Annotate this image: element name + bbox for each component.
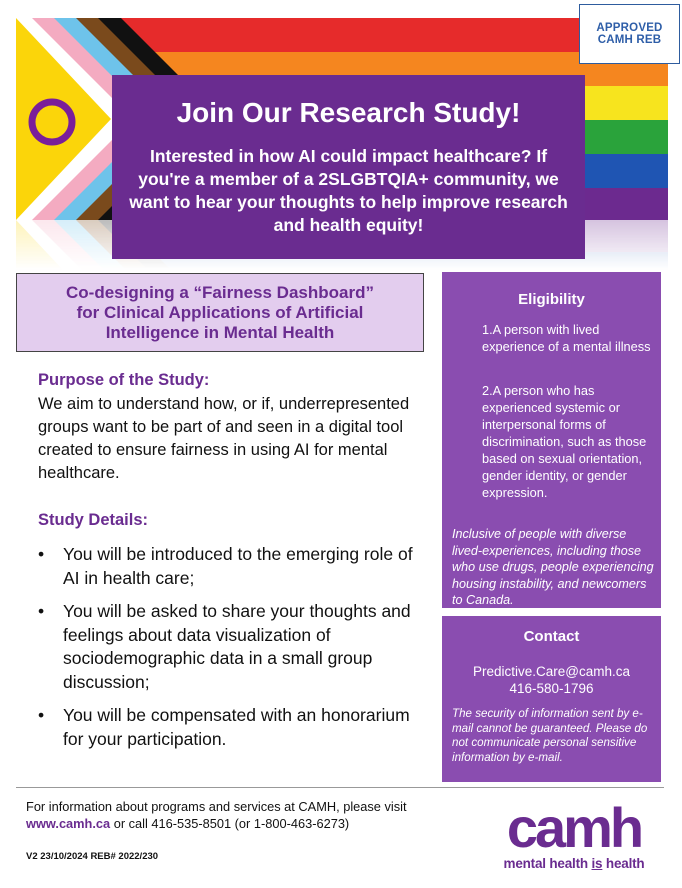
study-details-list bbox=[38, 543, 413, 761]
hero-body: Interested in how AI could impact healthcare? If you're a member of a 2SLGBTQIA+ community, we want to hear your thoughts to help improve research and health equity! bbox=[129, 146, 568, 235]
eligibility-title: Eligibility bbox=[518, 291, 585, 308]
tagline-underlined: is bbox=[591, 856, 603, 871]
camh-wordmark: camh bbox=[506, 796, 642, 859]
footer-info bbox=[26, 798, 426, 832]
tagline-part-2: health bbox=[602, 856, 645, 871]
badge-line-2: CAMH REB bbox=[597, 34, 662, 46]
bullet-icon: • bbox=[38, 601, 45, 621]
tagline-part-1: mental health bbox=[503, 856, 592, 871]
list-item bbox=[38, 543, 413, 590]
eligibility-panel bbox=[442, 272, 661, 608]
footer-info-text-2: or call 416-535-8501 (or 1-800-463-6273) bbox=[110, 816, 350, 831]
contact-title: Contact bbox=[523, 628, 580, 645]
version-line: V2 23/10/2024 REB# 2022/230 bbox=[26, 851, 159, 862]
eligibility-item: 1.A person with lived experience of a mental illness bbox=[482, 322, 651, 354]
eligibility-item: 2.A person who has experienced systemic or interpersonal forms of discrimination, such as those based on sexual orientation, gender identity, or gender expression. bbox=[482, 383, 647, 500]
bullet-icon: • bbox=[38, 544, 45, 564]
list-item bbox=[38, 704, 413, 751]
project-title-box bbox=[16, 273, 424, 352]
camh-tagline bbox=[478, 856, 670, 871]
hero-heading: Join Our Research Study! bbox=[176, 97, 521, 128]
purpose-text: We aim to understand how, or if, underrepresented groups want to be part of and seen in a digital tool created to ensure fairness in using AI for mental healthcare. bbox=[38, 395, 410, 482]
badge-line-1: APPROVED bbox=[596, 22, 663, 34]
study-details-heading: Study Details: bbox=[38, 511, 149, 529]
list-item-text: You will be introduced to the emerging role of AI in health care; bbox=[63, 544, 413, 588]
project-title-line-3: Intelligence in Mental Health bbox=[105, 322, 335, 342]
project-title-line-2: for Clinical Applications of Artificial bbox=[76, 302, 364, 322]
camh-website-link[interactable]: www.camh.ca bbox=[26, 816, 111, 831]
contact-email-link[interactable]: Predictive.Care@camh.ca bbox=[472, 664, 630, 679]
purpose-heading: Purpose of the Study: bbox=[38, 371, 210, 389]
list-item-text: You will be asked to share your thoughts and feelings about data visualization of sociodemographic data in a small group discussion; bbox=[63, 601, 411, 692]
email-security-note: The security of information sent by e-mail cannot be guaranteed. Please do not communicate personal sensitive information by e-mail. bbox=[452, 707, 648, 764]
footer-info-text-1: For information about programs and services at CAMH, please visit bbox=[26, 799, 407, 814]
contact-panel bbox=[442, 616, 661, 782]
contact-phone: 416-580-1796 bbox=[509, 681, 594, 696]
hero-callout bbox=[112, 75, 585, 259]
list-item-text: You will be compensated with an honorarium for your participation. bbox=[63, 705, 410, 749]
footer-divider bbox=[16, 787, 664, 788]
bullet-icon: • bbox=[38, 705, 45, 725]
inclusive-note: Inclusive of people with diverse lived-experiences, including those who use drugs, people experiencing housing instability, and newcomers to Canada. bbox=[452, 527, 654, 607]
reb-approval-badge bbox=[579, 4, 680, 64]
list-item bbox=[38, 600, 413, 694]
project-title-line-1: Co-designing a “Fairness Dashboard” bbox=[66, 282, 374, 302]
camh-logo bbox=[478, 798, 670, 876]
